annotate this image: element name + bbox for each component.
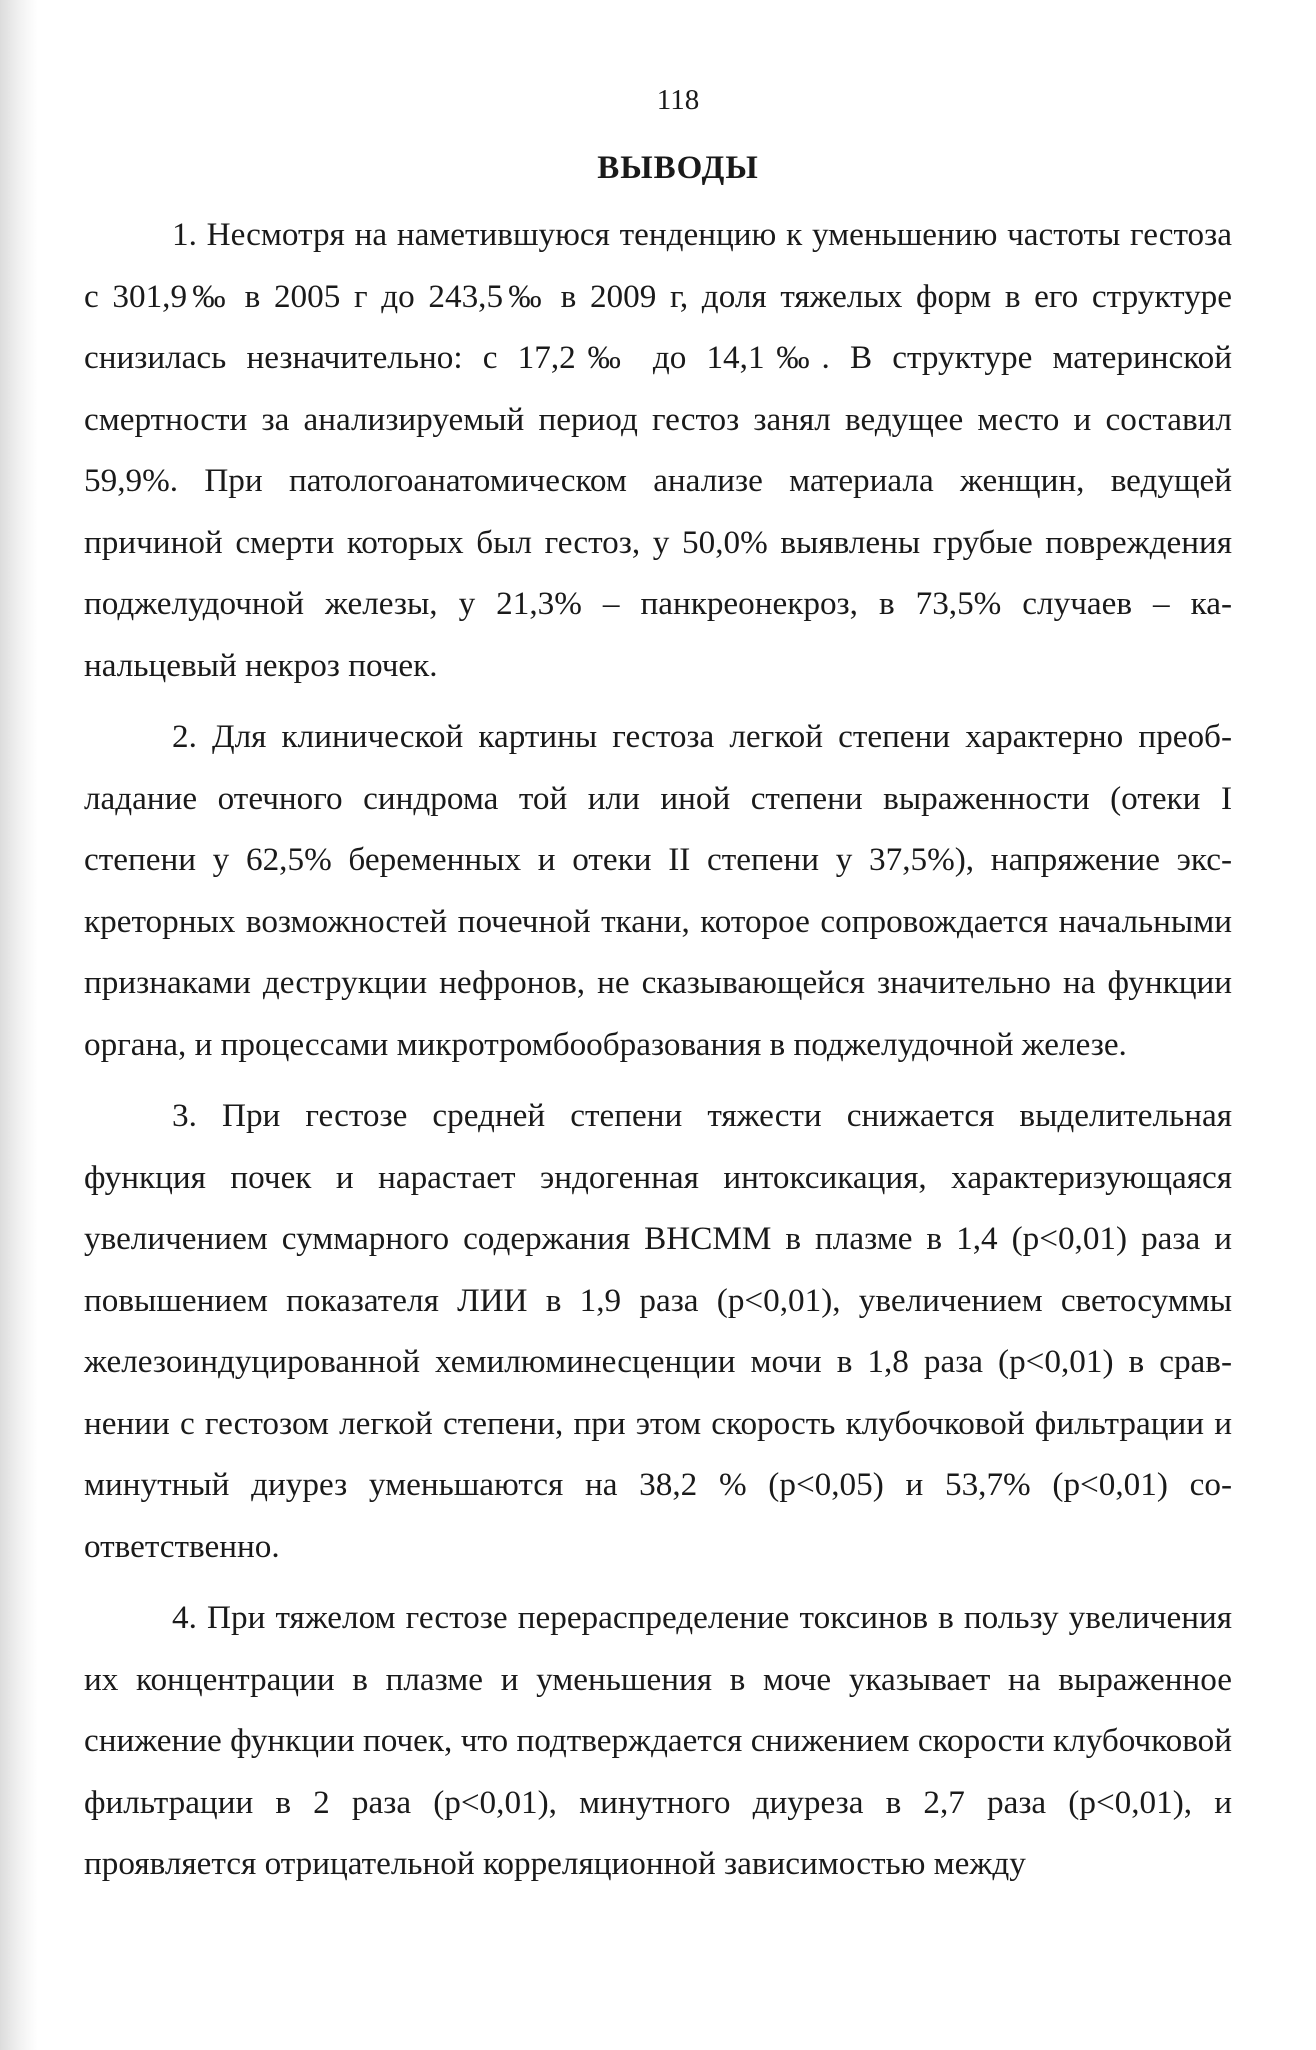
document-page [84,60,1232,1905]
conclusion-paragraph-3: 3. При гестозе средней степени тяжести снижается выделительная функция почек и нарастает эндогенная интоксикация, характеризующаяся увеличением суммарного содержания ВНСММ в плазме в 1,4 (p<0,01) раза и повышением показателя ЛИИ в 1,9 раза (p<0,01), увеличением светосуммы железоиндуцированной хемилюминесценции мочи в 1,8 раза (p<0,01) в сравнении с гестозом легкой степени, при этом скорость клубочковой фильтрации и минутный диурез уменьшаются на 38,2 % (p<0,05) и 53,7% (p<0,01) соответственно. [84,1097,1232,1565]
conclusion-paragraph-4: 4. При тяжелом гестозе перераспределение токсинов в пользу увеличения их концентрации в плазме и уменьшения в моче указывает на выраженное снижение функции почек, что подтверждается снижением скорости клубочковой фильтрации в 2 раза (p<0,01), минутного диуреза в 2,7 раза (p<0,01), и проявляется отрицательной корреляционной зависимостью между [84,1599,1232,1882]
page-number: 118 [656,84,700,116]
conclusion-paragraph-2: 2. Для клинической картины гестоза легкой степени характерно преобладание отечного синдрома той или иной степени выраженности (отеки I степени у 62,5% беременных и отеки II степени у 37,5%), напряжение экскреторных возможностей почечной ткани, которое сопровождается начальными признаками деструкции нефронов, не сказывающейся значительно на функции органа, и процессами микротромбообразования в поджелудочной железе. [84,718,1232,1063]
conclusion-paragraph-1: 1. Несмотря на наметившуюся тенденцию к уменьшению частоты гестоза с 301,9‰ в 2005 г до 243,5‰ в 2009 г, доля тяжелых форм в его структуре снизилась незначительно: с 17,2‰ до 14,1‰. В структуре материнской смертности за анализируемый период гестоз занял ведущее место и составил 59,9%. При патологоанатомическом анализе материала женщин, ведущей причиной смерти которых был гестоз, у 50,0% выявлены грубые повреждения поджелудочной железы, у 21,3% – панкреонекроз, в 73,5% случаев – канальцевый некроз почек. [84,216,1232,684]
section-heading: ВЫВОДЫ [597,150,759,186]
scan-shadow-edge [0,0,38,2050]
